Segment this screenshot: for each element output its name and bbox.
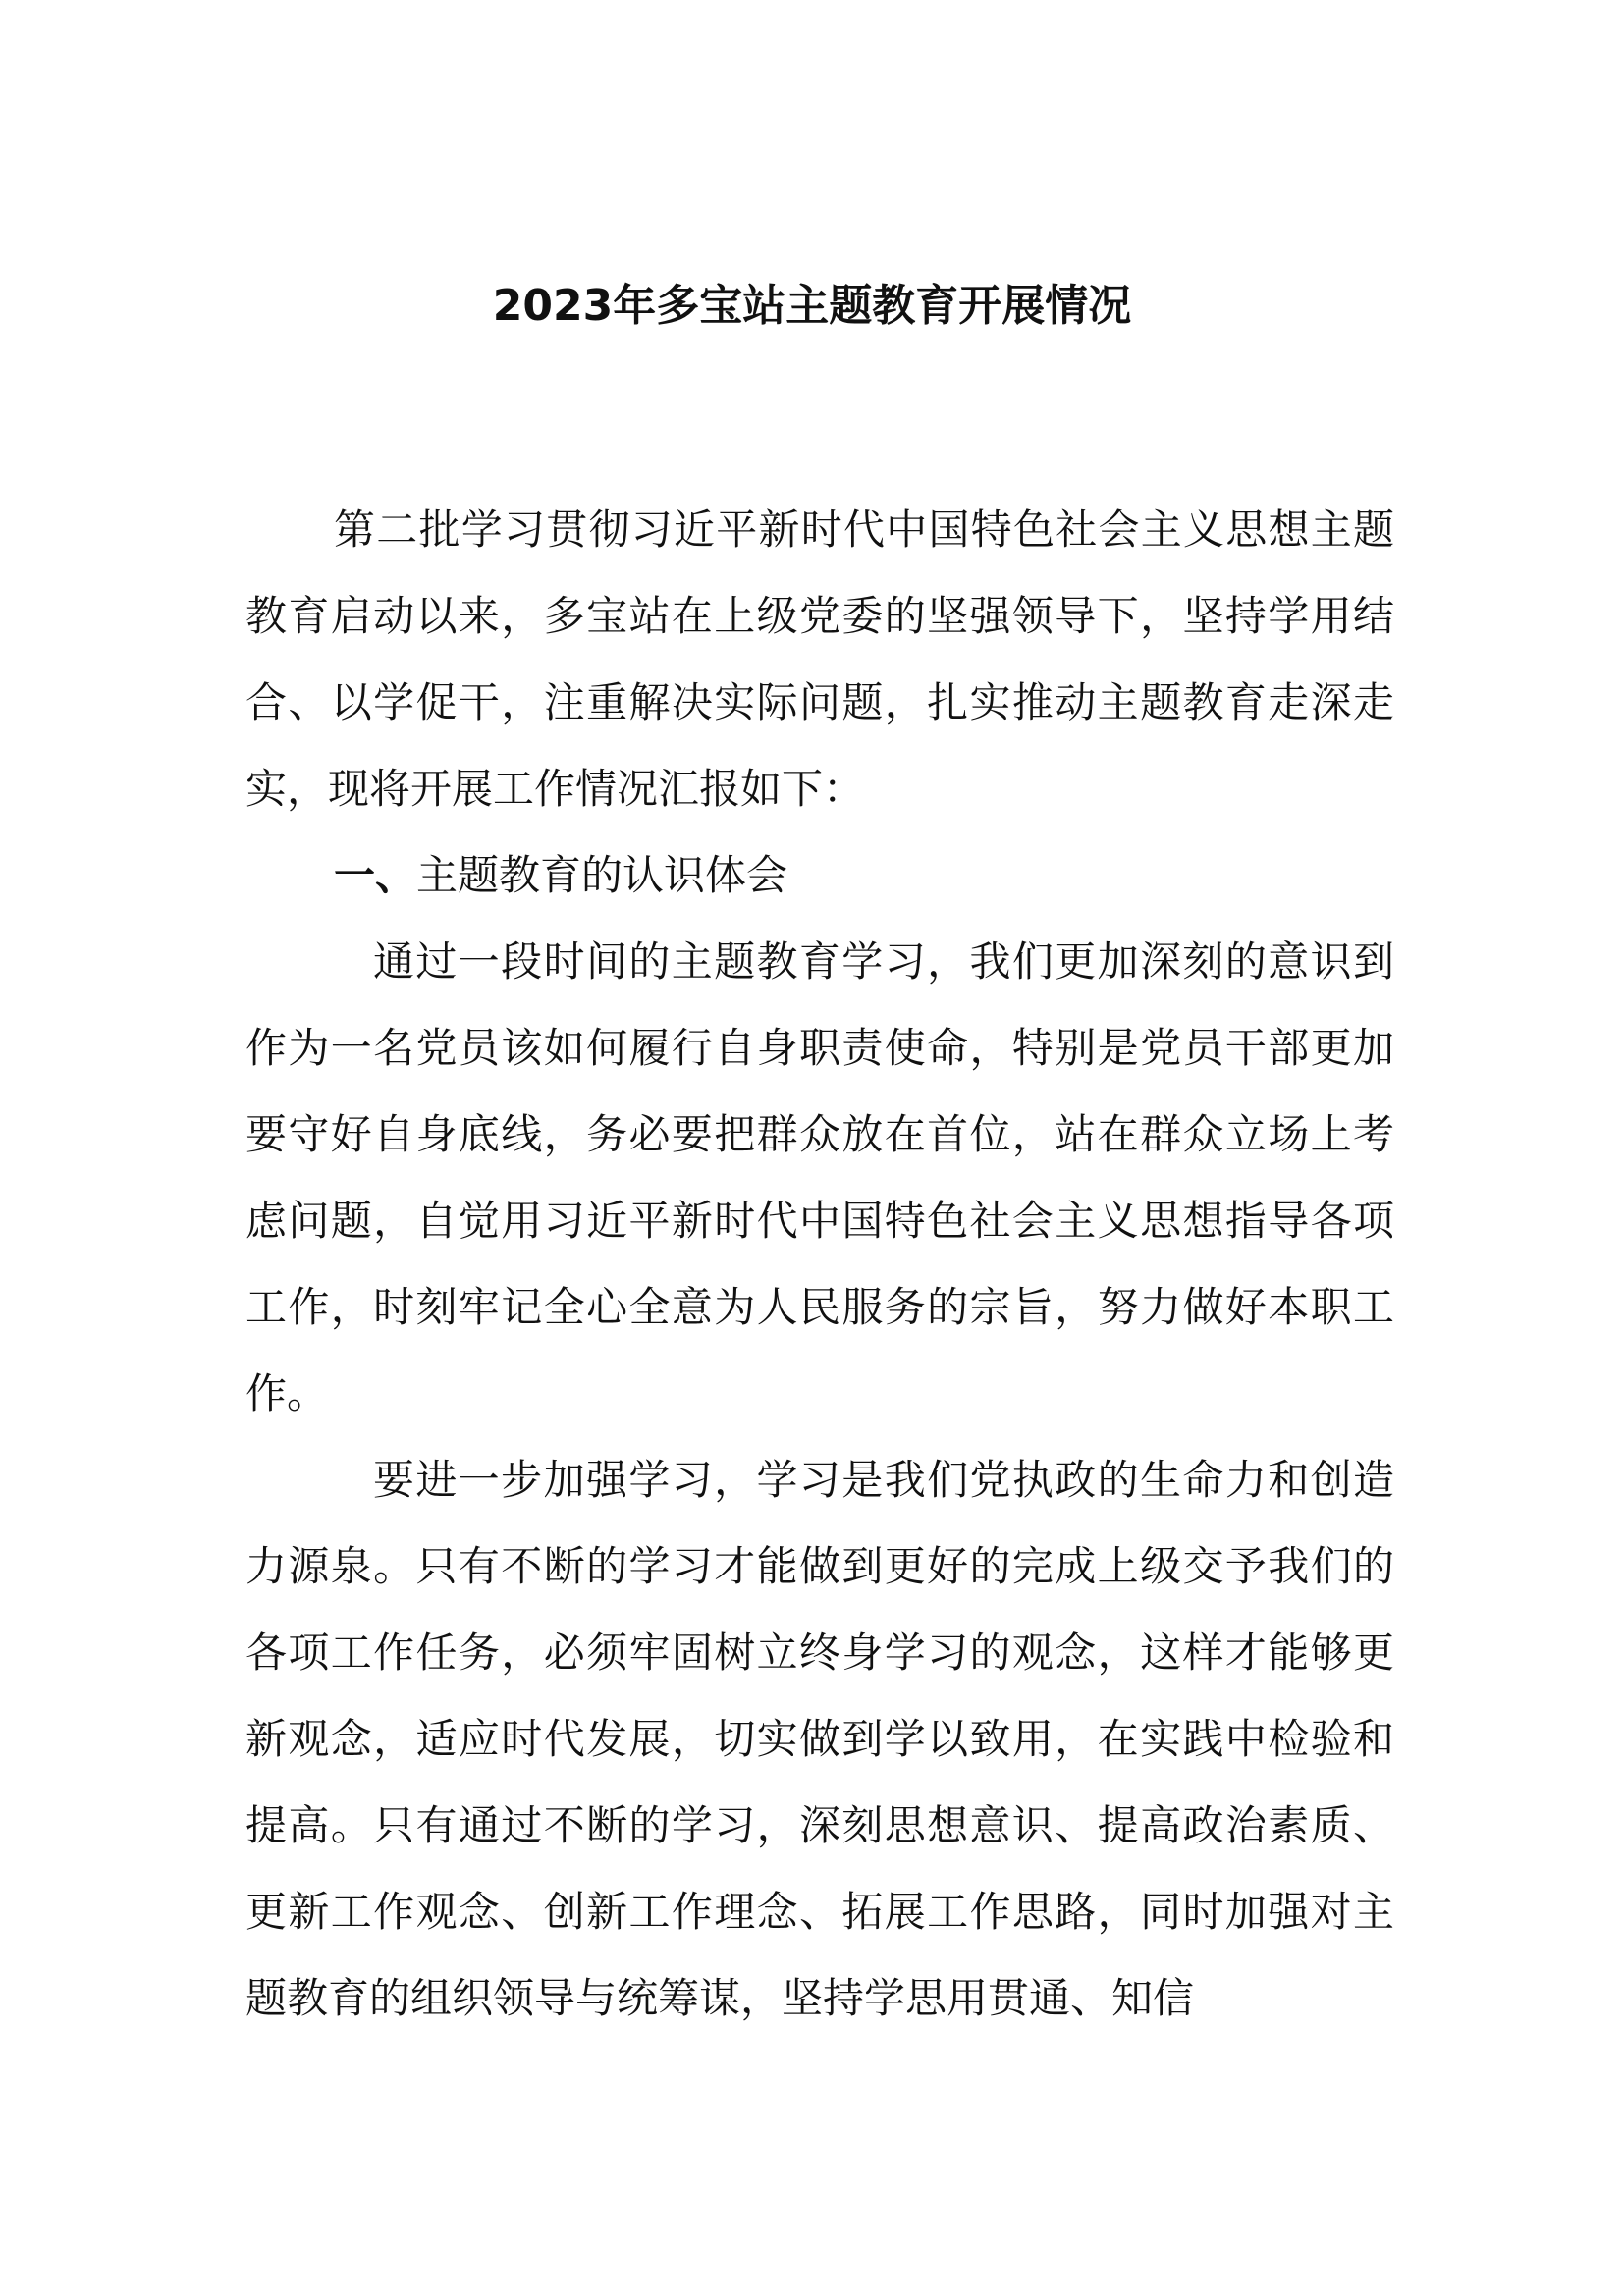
section-heading-1 [245,832,1394,919]
intro-paragraph: 第二批学习贯彻习近平新时代中国特色社会主义思想主题教育启动以来，多宝站在上级党委的坚强领导下，坚持学用结合、以学促干，注重解决实际问题，扎实推动主题教育走深走实，现将开展工作情况汇报如下： [245,506,1394,813]
document-body [245,487,1394,2042]
body-paragraph-1: 通过一段时间的主题教育学习，我们更加深刻的意识到作为一名党员该如何履行自身职责使命，特别是党员干部更加要守好自身底线，务必要把群众放在首位，站在群众立场上考虑问题，自觉用习近平新时代中国特色社会主义思想指导各项工作，时刻牢记全心全意为人民服务的宗旨，努力做好本职工作。 [245,937,1394,1417]
body-paragraph-2: 要进一步加强学习，学习是我们党执政的生命力和创造力源泉。只有不断的学习才能做到更好的完成上级交予我们的各项工作任务，必须牢固树立终身学习的观念，这样才能够更新观念，适应时代发展，切实做到学以致用，在实践中检验和提高。只有通过不断的学习，深刻思想意识、提高政治素质、更新工作观念、创新工作理念、拓展工作思路，同时加强对主题教育的组织领导与统筹谋，坚持学思用贯通、知信 [245,1456,1394,2022]
section-number: 一、 [334,851,417,899]
document-title: 2023年多宝站主题教育开展情况 [492,281,1132,331]
section-heading-text: 主题教育的认识体会 [416,851,788,899]
